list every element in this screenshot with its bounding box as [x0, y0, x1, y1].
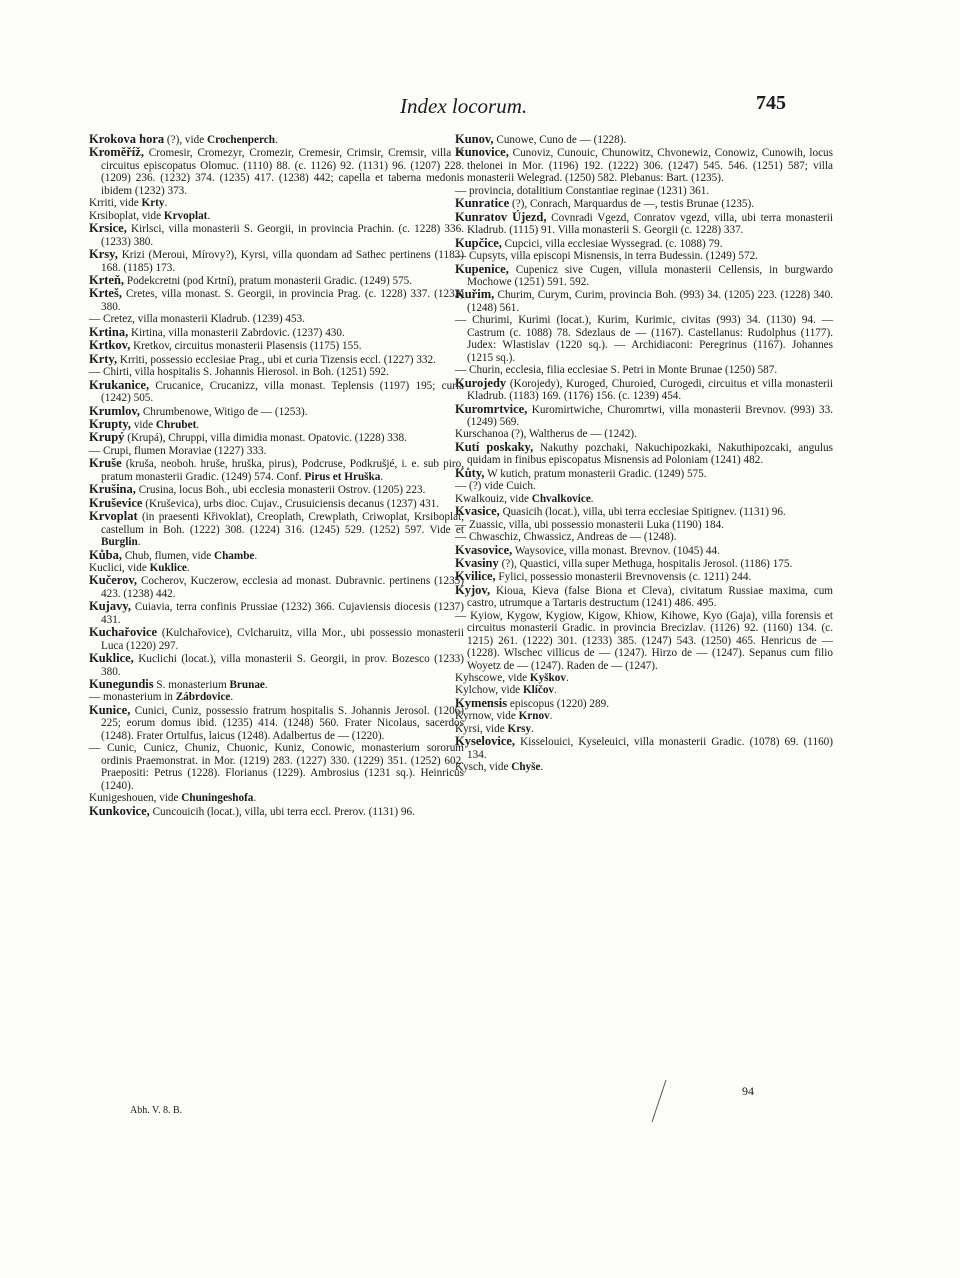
entry-text: Krsiboplat, vide [89, 209, 164, 222]
index-entry [455, 403, 833, 429]
entry-tail: . [554, 684, 557, 697]
entry-text: Kisselouici, Kyseleuici, villa monasterii Gradic. (1078) 69. (1160) 134. [467, 736, 833, 761]
entry-cross-reference: Chrubet [155, 418, 197, 431]
entry-tail: . [380, 470, 384, 483]
index-entry [455, 288, 833, 314]
entry-text: (Kulchařovice), Cvlcharuitz, villa Mor., ubi possessio monasterii Luca (1220) 297. [101, 627, 464, 652]
entry-text: Podekcretni (pod Krtní), pratum monasterii Gradic. (1249) 575. [124, 274, 413, 287]
entry-text: — Cunic, Cunicz, Chuniz, Chuonic, Kuniz, Conowic, monasterium sororum ordinis Praemonstrat. in Mor. (1219) 283. (1227) 330. (1229) 351. (1252) 602. Praepositi: Petrus (1228). Florianus (1229). Ambrosius (1231 sq.). Heinricus (1240). [89, 742, 464, 792]
entry-headword: Kroměříž, [89, 145, 144, 160]
entry-text: — Kyiow, Kygow, Kygiow, Kigow, Khiow, Kihowe, Kyo (Gaja), villa forensis et circuitus monasterii Gradic. in provincia Brecizlav. (1126) 92. (1160) 134. (c. 1215) 261. (1222) 301. (1233) 385. (1247) 543. (1250) 465. Henricus de — (1228). Wlschec villicus de — (1247). Hirzo de — (1247). Sepanus cum filio Woyetz de — (1247). Raden de — (1247). [455, 609, 833, 672]
entry-headword: Kučerov, [89, 573, 138, 588]
entry-text: Quasicih (locat.), villa, ubi terra ecclesiae Spitignev. (1131) 96. [499, 506, 786, 519]
entry-cross-reference: Zábrdovice [175, 691, 231, 704]
index-entry [89, 742, 464, 792]
entry-headword: Kvilice, [455, 569, 496, 584]
entry-text: Kirtina, villa monasterii Zabrdovic. (1237) 430. [128, 326, 345, 339]
entry-text: Cretes, villa monast. S. Georgii, in provincia Prag. (c. 1228) 337. (1233) 380. [101, 288, 464, 313]
entry-headword: Krteň, [89, 272, 125, 287]
index-entry [455, 133, 833, 146]
index-entry [89, 678, 464, 691]
entry-cross-reference: Chuningeshofa [181, 792, 254, 805]
entry-tail: . [254, 549, 258, 562]
entry-tail: . [164, 197, 168, 210]
entry-headword: Kyjov, [455, 582, 491, 597]
page-number: 745 [756, 92, 786, 114]
entry-text: Waysovice, villa monast. Brevnov. (1045) 44. [512, 544, 720, 557]
entry-text: Covnradi Vgezd, Conratov vgezd, villa, ubi terra monasterii Kladrub. (1115) 91. Villa monasterii S. Georgii (c. 1228) 337. [467, 211, 833, 237]
entry-tail: . [207, 209, 211, 222]
entry-headword: Kyselovice, [455, 734, 516, 749]
entry-tail: . [137, 536, 141, 549]
index-entry [89, 510, 464, 548]
running-title: Index locorum. [400, 94, 528, 118]
entry-text: S. monasterium [153, 679, 230, 692]
entry-tail: . [196, 418, 200, 431]
entry-tail: . [230, 691, 234, 704]
index-entry [89, 197, 464, 209]
entry-text: (?), Conrach, Marquardus de —, testis Brunae (1235). [509, 198, 754, 211]
entry-cross-reference: Kyškov [529, 672, 566, 685]
index-entry [89, 704, 464, 742]
entry-text: Kirlsci, villa monasterii S. Georgii, in provincia Prachin. (c. 1228) 336. (1233) 380. [101, 223, 464, 248]
entry-text: — Zuassic, villa, ubi possessio monasterii Luka (1190) 184. [455, 518, 724, 531]
entry-headword: Krupty, [89, 416, 132, 431]
entry-text: — (?) vide Cuich. [455, 480, 536, 493]
entry-text: W kutich, pratum monasterii Gradic. (1249) 575. [484, 467, 707, 480]
entry-text: Churim, Curym, Curim, provincia Boh. (993) 34. (1205) 223. (1228) 340. (1248) 561. [467, 289, 833, 314]
entry-cross-reference: Krvoplat [163, 209, 208, 222]
entry-cross-reference: Chambe [214, 549, 255, 562]
entry-headword: Kujavy, [89, 599, 132, 614]
entry-text: — monasterium in [89, 691, 176, 704]
entry-headword: Krtkov, [89, 338, 131, 353]
entry-text: Kretkov, circuitus monasterii Plasensis (1175) 155. [130, 340, 362, 353]
index-entry [89, 626, 464, 652]
index-entry [455, 211, 833, 237]
entry-headword: Krsy, [89, 247, 118, 262]
entry-text: Chub, flumen, vide [122, 549, 214, 562]
index-entry [455, 761, 833, 773]
index-entry [455, 697, 833, 710]
index-entry [89, 805, 464, 818]
entry-text: Cunoviz, Cunouic, Chunowitz, Chvonewiz, Conowiz, Cunowih, locus thelonei in Mor. (1196) 192. (1222) 306. (1247) 545. 546. (1251) 587; villa monasterii Welegrad. (1250) 582. Plebanus: Bart. (1235). [467, 147, 833, 185]
entry-headword: Kvasice, [455, 504, 500, 519]
right-column [455, 133, 833, 774]
signature-mark: Abh. V. 8. B. [130, 1105, 183, 1116]
entry-headword: Kůty, [455, 465, 485, 480]
entry-headword: Kruše [89, 456, 122, 471]
index-entry [455, 505, 833, 518]
entry-text: (Krupá), Chruppi, villa dimidia monast. Opatovic. (1228) 338. [124, 432, 407, 445]
entry-text: Nakuthy pozchaki, Nakuchipozkaki, Nakuthipozcaki, angulus quidam in finibus episcopatus Misnensis ad Poloniam (1241) 482. [467, 441, 833, 467]
entry-text: Cocherov, Kuczerow, ecclesia ad monast. Dubravnic. pertinens (1235) 423. (1238) 442. [101, 575, 464, 600]
entry-tail: . [253, 792, 257, 805]
entry-headword: Kůba, [89, 547, 123, 562]
entry-text: — Crupi, flumen Moraviae (1227) 333. [89, 444, 267, 457]
entry-text: (Kruševica), urbs dioc. Cujav., Crusuiciensis decanus (1237) 431. [142, 497, 440, 510]
entry-text: Cunowe, Cuno de — (1228). [493, 134, 627, 146]
entry-headword: Krušina, [89, 482, 136, 497]
index-entry [455, 557, 833, 570]
entry-text: Kuclici, vide [89, 561, 150, 574]
entry-text: (?), vide [164, 134, 207, 146]
entry-text: — Chwaschiz, Chwassicz, Andreas de — (1248). [455, 531, 677, 544]
entry-text: (?), Quastici, villa super Methuga, hospitalis Jerosol. (1186) 175. [498, 557, 793, 570]
index-entry [89, 133, 464, 146]
entry-headword: Kunovice, [455, 145, 509, 160]
index-entry [89, 574, 464, 600]
index-entry [455, 364, 833, 376]
index-entry [455, 519, 833, 531]
entry-headword: Kupenice, [455, 261, 509, 276]
entry-tail: . [531, 722, 534, 735]
entry-text: Kyrnow, vide [455, 710, 519, 723]
entry-headword: Kupčice, [455, 235, 502, 250]
index-entry [89, 274, 464, 287]
index-entry [455, 263, 833, 289]
entry-tail: . [549, 710, 553, 723]
entry-cross-reference: Chyše [511, 761, 541, 774]
entry-text: — Churin, ecclesia, filia ecclesiae S. Petri in Monte Brunae (1250) 587. [455, 364, 778, 377]
index-entry [455, 480, 833, 492]
index-entry [89, 483, 464, 496]
entry-cross-reference: Pirus et Hruška [304, 470, 381, 483]
index-entry [89, 146, 464, 197]
index-entry [455, 570, 833, 583]
index-entry [455, 441, 833, 467]
index-entry [89, 339, 464, 352]
pen-stroke-mark [648, 1076, 670, 1126]
index-entry [89, 210, 464, 222]
index-entry [89, 313, 464, 325]
entry-headword: Krumlov, [89, 403, 141, 418]
entry-text: Krizi (Meroui, Mírovy?), Kyrsi, villa quondam ad Sathec pertinens (1183) 168. (1185) 173. [101, 249, 464, 274]
entry-cross-reference: Brunae [229, 679, 265, 692]
index-entry [455, 250, 833, 262]
entry-headword: Krvoplat [89, 509, 138, 524]
index-entry [89, 248, 464, 274]
entry-text: Cromesir, Cromezyr, Cromezir, Cremesir, Crimsir, Cremsir, villa et circuitus episcopatus Olomuc. (1110) 88. (c. 1126) 92. (1131) 96. (1207) 228. (1209) 236. (1232) 374. (1235) 417. (1238) 442; capella et taberna medonis ibidem (1232) 373. [101, 147, 464, 197]
entry-text: Chrumbenowe, Witigo de — (1253). [140, 405, 308, 418]
index-entry [455, 185, 833, 197]
entry-headword: Kunkovice, [89, 803, 150, 818]
index-entry [89, 652, 464, 678]
index-entry [89, 549, 464, 562]
entry-cross-reference: Burglin [101, 536, 138, 549]
entry-headword: Krukanice, [89, 377, 150, 392]
index-entry [455, 710, 833, 722]
entry-headword: Krty, [89, 351, 118, 366]
index-entry [89, 287, 464, 313]
entry-headword: Kuřim, [455, 287, 495, 302]
entry-cross-reference: Krty [141, 197, 165, 210]
entry-cross-reference: Klíčov [522, 684, 555, 697]
index-entry [455, 610, 833, 672]
entry-text: Crusina, locus Boh., ubi ecclesia monasterii Ostrov. (1205) 223. [135, 484, 426, 497]
index-entry [89, 562, 464, 574]
index-entry [455, 672, 833, 684]
entry-text: Cuiavia, terra confinis Prussiae (1232) 366. Cujaviensis diocesis (1237) 431. [101, 601, 464, 626]
index-entry [455, 544, 833, 557]
entry-headword: Krupý [89, 430, 125, 445]
index-entry [455, 584, 833, 610]
entry-tail: . [274, 134, 278, 146]
index-entry [89, 457, 464, 483]
entry-headword: Kymensis [455, 695, 508, 710]
index-entry [455, 467, 833, 480]
entry-cross-reference: Krnov [518, 710, 550, 723]
entry-text: Kioua, Kieva (false Biona et Cleva), civitatum Russiae maxima, cum castro, utrumque a Tartaris destructum (1241) 486. 495. [467, 584, 833, 610]
entry-cross-reference: Crochenperch [207, 134, 275, 146]
index-entry [455, 493, 833, 505]
entry-text: Fylici, possessio monasterii Brevnovensis (c. 1211) 244. [495, 571, 752, 584]
entry-text: (kruša, neoboh. hruše, hruška, pirus), Podcruse, Podkrušjé, i. e. sub piro, pratum monasterii Gradic. (1249) 574. Conf. [101, 458, 464, 483]
index-entry [455, 237, 833, 250]
entry-text: Cupcici, villa ecclesiae Wyssegrad. (c. 1088) 79. [501, 237, 723, 250]
entry-headword: Krokova hora [89, 132, 165, 146]
index-entry [89, 445, 464, 457]
index-entry [89, 497, 464, 510]
index-entry [89, 405, 464, 418]
entry-cross-reference: Kuklice [149, 561, 187, 574]
entry-tail: . [565, 672, 569, 685]
sheet-number: 94 [742, 1084, 754, 1098]
index-entry [455, 197, 833, 210]
left-column [89, 133, 464, 818]
entry-text: Kurschanoa (?), Waltherus de — (1242). [455, 428, 637, 441]
entry-text: Crucanice, Crucanizz, villa monast. Teplensis (1197) 195; curia (1242) 505. [101, 379, 464, 405]
index-entry [89, 600, 464, 626]
entry-headword: Kunratov Újezd, [455, 209, 547, 224]
entry-text: — provincia, dotalitium Constantiae reginae (1231) 361. [455, 184, 710, 197]
entry-text: Cupenicz sive Cugen, villula monasterii Cellensis, in burgwardo Mochowe (1251) 591. 592. [467, 263, 833, 288]
entry-text: Krriti, vide [89, 197, 142, 210]
entry-text: vide [131, 418, 156, 431]
index-entry [455, 684, 833, 696]
entry-text: (Korojedy), Kuroged, Churoied, Curogedi, circuitus et villa monasterii Kladrub. (1183) 169. (1176) 156. (c. 1239) 454. [467, 377, 833, 403]
entry-headword: Kuchařovice [89, 625, 158, 640]
entry-cross-reference: Chvalkovice [531, 492, 591, 505]
entry-text: Kunigeshouen, vide [89, 792, 182, 805]
entry-headword: Kuromrtvice, [455, 401, 528, 416]
entry-tail: . [590, 492, 594, 505]
entry-text: Kyhscowe, vide [455, 672, 530, 685]
entry-headword: Kunegundis [89, 677, 154, 692]
entry-tail: . [540, 761, 544, 774]
index-entry [89, 418, 464, 431]
index-entry [89, 222, 464, 248]
entry-text: — Churimi, Kurimi (locat.), Kurim, Kurimic, civitas (993) 34. (1130) 94. — Castrum (c. 1088) 78. Sdezlaus de — (1167). Castellanus: Rudolphus (1177). Judex: Wlastislav (1220 sq.). — Archidiaconi: Peregrinus (1167). Johannes (1215 sq.). [455, 314, 833, 364]
entry-headword: Krsice, [89, 221, 127, 236]
entry-text: — Cupsyts, villa episcopi Misnensis, in terra Budessin. (1249) 572. [455, 250, 758, 263]
entry-text: — Chirti, villa hospitalis S. Johannis Hierosol. in Boh. (1251) 592. [89, 366, 389, 379]
entry-headword: Kurojedy [455, 375, 507, 390]
entry-text: (in praesenti Křivoklat), Creoplath, Crewplath, Criwoplat, Krsiboplat, castellum in Boh. (1222) 308. (1224) 316. (1245) 529. (1252) 597. Vide et [101, 511, 464, 536]
entry-text: — Cretez, villa monasterii Kladrub. (1239) 453. [89, 313, 305, 326]
index-entry [89, 379, 464, 405]
index-entry [455, 735, 833, 761]
running-head [0, 88, 960, 118]
entry-text: Kysch, vide [455, 761, 512, 774]
entry-text: Kwalkouiz, vide [455, 492, 532, 505]
entry-text: episcopus (1220) 289. [507, 697, 610, 710]
entry-headword: Kutí poskaky, [455, 439, 534, 454]
entry-headword: Kvasovice, [455, 542, 513, 557]
index-entry [455, 314, 833, 364]
entry-text: Kyrsi, vide [455, 722, 508, 735]
entry-text: Cunici, Cuniz, possessio fratrum hospitalis S. Johannis Jerosol. (1206) 225; eorum domus ibid. (1235) 414. (1248) 560. Frater Nicolaus, sacerdos (1248). Frater Ortulfus, laicus (1248). Adalbertus de — (1220). [101, 704, 464, 742]
entry-headword: Kruševice [89, 495, 143, 510]
index-entry [455, 377, 833, 403]
entry-text: Kylchow, vide [455, 684, 523, 697]
entry-headword: Kunov, [455, 132, 494, 146]
index-entry [89, 326, 464, 339]
index-entry [89, 431, 464, 444]
entry-text: Cuncouicih (locat.), villa, ubi terra eccl. Prerov. (1131) 96. [149, 805, 415, 818]
entry-headword: Krtina, [89, 324, 129, 339]
entry-tail: . [186, 561, 190, 574]
entry-text: Kuclichi (locat.), villa monasterii S. Georgii, in prov. Bozesco (1233) 380. [101, 653, 464, 678]
entry-headword: Kunice, [89, 702, 131, 717]
entry-headword: Krteš, [89, 286, 122, 301]
entry-headword: Kuklice, [89, 651, 134, 666]
entry-cross-reference: Krsy [507, 722, 532, 735]
index-entry [455, 146, 833, 184]
index-entry [89, 691, 464, 703]
entry-text: Kuromirtwiche, Churomrtwi, villa monasterii Brevnov. (993) 33. (1249) 569. [467, 403, 833, 428]
entry-headword: Kunratice [455, 196, 510, 211]
entry-tail: . [264, 679, 268, 692]
index-entry [89, 353, 464, 366]
entry-text: Krriti, possessio ecclesiae Prag., ubi et curia Tizensis eccl. (1227) 332. [117, 353, 436, 366]
entry-headword: Kvasiny [455, 555, 499, 570]
